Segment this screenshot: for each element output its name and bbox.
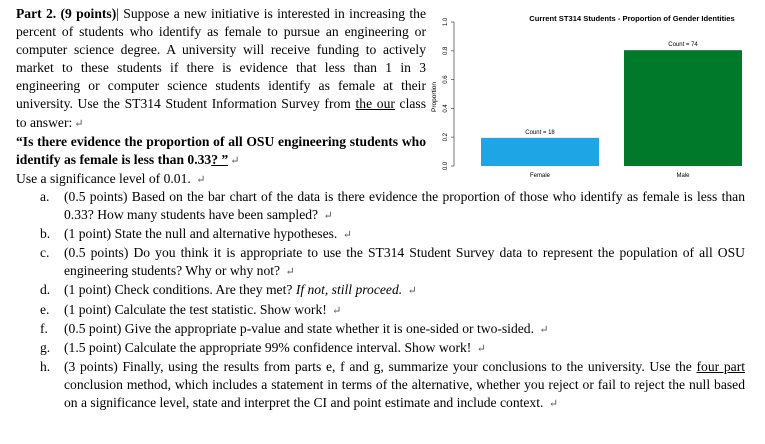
question-item	[40, 188, 745, 225]
question-text: (1.5 point) Calculate the appropriate 99% confidence interval. Show work! ↵	[64, 339, 486, 355]
y-tick-label: 0.0	[443, 161, 449, 171]
intro-underlined: the our	[355, 96, 395, 112]
question-underlined: four part	[696, 358, 745, 374]
bar-male	[624, 50, 742, 166]
y-tick-label: 0.2	[443, 133, 449, 142]
question-item	[40, 320, 745, 339]
text-cursor: |	[116, 6, 119, 21]
x-label-female: Female	[529, 173, 551, 179]
chart-title: Current ST314 Students - Proportion of Gender Identities	[529, 14, 735, 23]
bar-chart	[428, 2, 748, 188]
question-text: (0.5 point) Give the appropriate p-value and state whether it is one-sided or two-sided. ↵	[64, 320, 549, 336]
intro-text-end: class to answer:	[16, 96, 426, 130]
paragraph-mark-icon: ↵	[539, 323, 549, 336]
question-text: (1 point) Calculate the test statistic. Show work! ↵	[64, 301, 342, 317]
question-letter: h.	[40, 358, 51, 374]
paragraph-mark-icon: ↵	[476, 342, 486, 355]
question-item	[40, 281, 745, 300]
intro-text: Suppose a new initiative is interested in increasing the percent of students who identify as female to pursue an engineering or computer science degree. A university will receive funding to actively market to these students if there is evidence that less than 1 in 3 engineering or computer science students identify as female at their university. Use the ST314 Student Information Survey from	[16, 6, 426, 112]
count-label-male: Count = 74	[668, 42, 698, 49]
question-letter: g.	[40, 339, 51, 355]
paragraph-mark-icon: ↵	[407, 285, 417, 298]
question-italic: If not, still proceed.	[295, 282, 403, 298]
paragraph-mark-icon: ↵	[285, 266, 295, 279]
question-item	[40, 339, 745, 358]
count-label-female: Count = 18	[525, 129, 555, 136]
paragraph-mark-icon: ↵	[332, 304, 342, 317]
paragraph-mark-icon: ↵	[548, 398, 559, 411]
paragraph-mark-icon: ↵	[196, 173, 206, 186]
question-letter: c.	[40, 245, 50, 261]
question-item	[40, 301, 745, 320]
question-list	[40, 188, 745, 413]
research-question: “Is there evidence the proportion of all OSU engineering students who identify as female is less than 0.33? ”	[16, 133, 426, 167]
question-text: (0.5 points) Based on the bar chart of the data is there evidence the proportion of those who identify as female is less than 0.33? How many students have been sampled? ↵	[64, 189, 745, 223]
question-letter: d.	[40, 282, 51, 298]
paragraph-mark-icon: ↵	[323, 210, 333, 223]
question-text: (1 point) State the null and alternative hypotheses. ↵	[64, 226, 352, 242]
y-tick-label: 0.8	[443, 46, 449, 55]
paragraph-mark-icon: ↵	[342, 229, 352, 242]
bars	[481, 42, 742, 166]
x-axis-labels	[530, 173, 690, 179]
question-item	[40, 225, 745, 244]
question-item	[40, 358, 745, 413]
y-tick-label: 0.6	[443, 75, 449, 84]
question-text: (0.5 points) Do you think it is appropriate to use the ST314 Student Survey data to represent the population of all OSU engineering students? Why or why not? ↵	[64, 245, 745, 279]
bar-female	[481, 138, 599, 166]
y-tick-label: 1.0	[443, 17, 449, 27]
question-underlined: ? ”	[211, 151, 229, 167]
intro-paragraph	[16, 5, 426, 189]
question-text: (3 points) Finally, using the results from parts e, f and g, summarize your conclusions to the university. Use the four part conclusion method, which includes a statement in terms of the alternative, whether you reject or fail to reject the null based on a significance level, state and interpret the CI and point estimate and include context. ↵	[64, 358, 745, 411]
x-label-male: Male	[676, 173, 690, 179]
significance-level: Use a significance level of 0.01.	[16, 170, 191, 186]
paragraph-mark-icon: ↵	[74, 117, 84, 130]
y-axis-label: Proportion	[431, 82, 438, 112]
question-letter: a.	[40, 189, 50, 204]
question-letter: f.	[40, 320, 48, 336]
part-heading: Part 2. (9 points)	[16, 6, 117, 21]
question-letter: b.	[40, 226, 51, 242]
question-letter: e.	[40, 301, 50, 317]
y-axis-ticks	[443, 17, 454, 170]
question-item	[40, 244, 745, 281]
paragraph-mark-icon: ↵	[230, 154, 240, 167]
y-tick-label: 0.4	[443, 104, 449, 113]
question-text: (1 point) Check conditions. Are they met? If not, still proceed. ↵	[64, 282, 417, 298]
